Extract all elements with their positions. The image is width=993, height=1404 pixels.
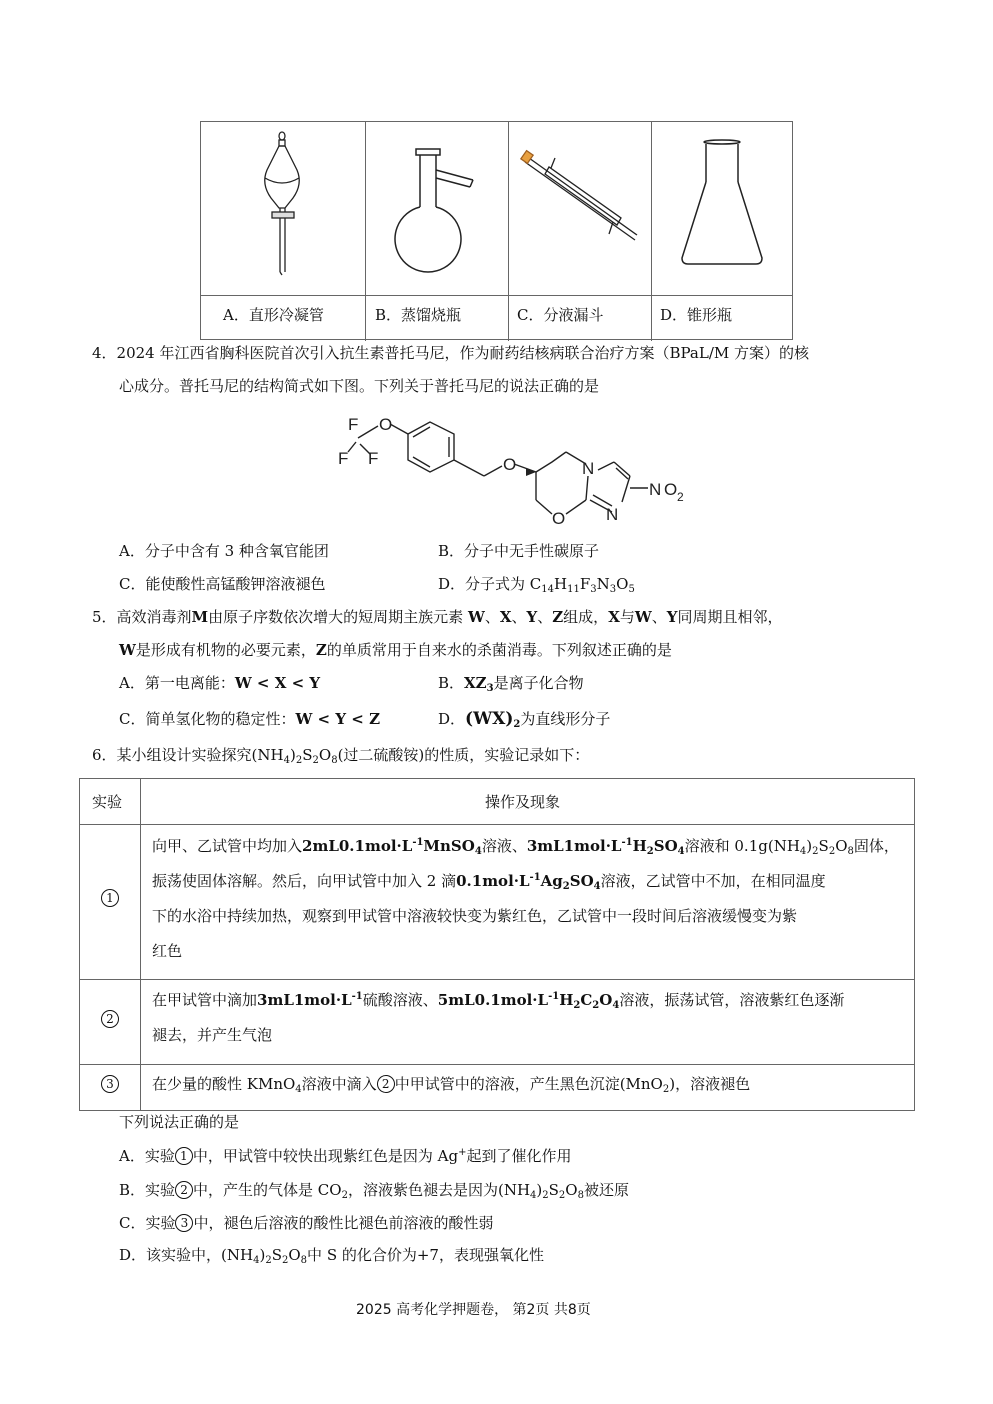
pretomanid-structure [330, 400, 710, 535]
row-number-2: 2 [80, 1010, 140, 1028]
q4-option-d: D．分子式为 $C_{14}H_{11}F_3N_3O_5$ [438, 575, 635, 595]
atom-nitro-2: 2 [677, 490, 684, 504]
table-header-experiment: 实验 [92, 793, 123, 811]
q4-stem-line1: 4．2024 年江西省胸科医院首次引入抗生素普托马尼，作为耐药结核病联合治疗方案（BPaL/M 方案）的核 [92, 344, 810, 362]
apparatus-label-d: D．锥形瓶 [660, 306, 733, 324]
q4-stem-line2: 心成分。普托马尼的结构简式如下图。下列关于普托马尼的说法正确的是 [119, 377, 600, 395]
conical-flask-icon [652, 122, 793, 294]
row-2-content: 在甲试管中滴加$3mL1mol\cdot L^{-1}$硫酸溶液、$5mL0.1mol\cdot L^{-1}H_2C_2O_4$溶液，振荡试管，溶液紫红色逐渐 褪去，并产生气泡 [152, 991, 845, 1044]
q6-stem: 6．某小组设计实验探究$(NH_4)_2S_2O_8$(过二硫酸铵)的性质，实验记录如下： [92, 746, 590, 766]
apparatus-table [200, 121, 793, 340]
q5-option-b: B．$XZ_3$是离子化合物 [438, 674, 584, 694]
separatory-funnel-icon [201, 122, 366, 294]
atom-f2: F [338, 449, 349, 468]
atom-o1: O [379, 415, 393, 434]
row-number-1: 1 [80, 889, 140, 907]
atom-nitro-n: N [649, 480, 662, 499]
atom-nitro-o: O [664, 480, 678, 499]
q6-option-d: D．该实验中，$(NH_4)_2S_2O_8$中 S 的化合价为+7，表现强氧化性 [119, 1246, 544, 1266]
atom-n2: N [606, 505, 619, 524]
q4-option-b: B．分子中无手性碳原子 [438, 542, 600, 560]
experiment-table [79, 778, 915, 1111]
row-3-content: 在少量的酸性 KMnO$_4$溶液中滴入 2 中甲试管中的溶液，产生黑色沉淀(MnO$_2$)，溶液褪色 [152, 1075, 751, 1095]
apparatus-label-b: B．蒸馏烧瓶 [375, 306, 462, 324]
q4-option-c: C．能使酸性高锰酸钾溶液褪色 [119, 575, 326, 593]
page-footer: 2025 高考化学押题卷， 第2页 共8页 [356, 1302, 591, 1318]
q6-option-a: A．实验 1 中，甲试管中较快出现紫红色是因为 Ag+起到了催化作用 [119, 1147, 572, 1165]
atom-f1: F [348, 415, 359, 434]
row-number-3: 3 [80, 1075, 140, 1093]
row-1-content: 向甲、乙试管中均加入$2mL0.1mol\cdot L^{-1}MnSO_4$溶液、$3mL1mol\cdot L^{-1}H_2SO_4$溶液和 $0.1g(NH_4)_2S_2O_8$固体， 振荡使固体溶解。然后，向甲试管中加入 2 滴$0.1mol\cdot L^{-1}Ag_2SO_4$溶液，乙试管中不加，在相同温度 下的水浴中持续加热，观察到甲试管中溶液较快变为紫红色，乙试管中一段时间后溶液缓慢变为紫 红色 [152, 837, 899, 960]
q5-stem-line1: 5．高效消毒剂M由原子序数依次增大的短周期主族元素 W、X、Y、Z组成，X与W、Y同周期且相邻， [92, 608, 783, 626]
q5-option-a: A．第一电离能：W < X < Y [119, 674, 321, 692]
apparatus-label-c: C．分液漏斗 [517, 306, 604, 324]
condenser-icon [509, 122, 652, 294]
atom-o3: O [552, 509, 566, 528]
q4-option-a: A．分子中含有 3 种含氧官能团 [119, 542, 329, 560]
distillation-flask-icon [366, 122, 509, 294]
table-header-operation: 操作及现象 [485, 793, 561, 811]
q5-option-c: C．简单氢化物的稳定性：W < Y < Z [119, 710, 381, 728]
q5-stem-line2: W是形成有机物的必要元素，Z的单质常用于自来水的杀菌消毒。下列叙述正确的是 [119, 641, 672, 659]
table-col-divider [140, 779, 141, 1110]
q6-question: 下列说法正确的是 [119, 1113, 240, 1131]
apparatus-label-a: A．直形冷凝管 [223, 306, 324, 324]
q6-option-b: B．实验 2 中，产生的气体是 $CO_2$，溶液紫色褪去是因为$(NH_4)_2S_2O_8$被还原 [119, 1181, 629, 1201]
atom-n1: N [582, 459, 595, 478]
q6-option-c: C．实验 3 中，褪色后溶液的酸性比褪色前溶液的酸性弱 [119, 1214, 494, 1232]
apparatus-divider [201, 295, 792, 296]
q5-option-d: D．$(WX)_2$为直线形分子 [438, 709, 611, 730]
atom-o2: O [503, 455, 517, 474]
atom-f3: F [368, 449, 379, 468]
